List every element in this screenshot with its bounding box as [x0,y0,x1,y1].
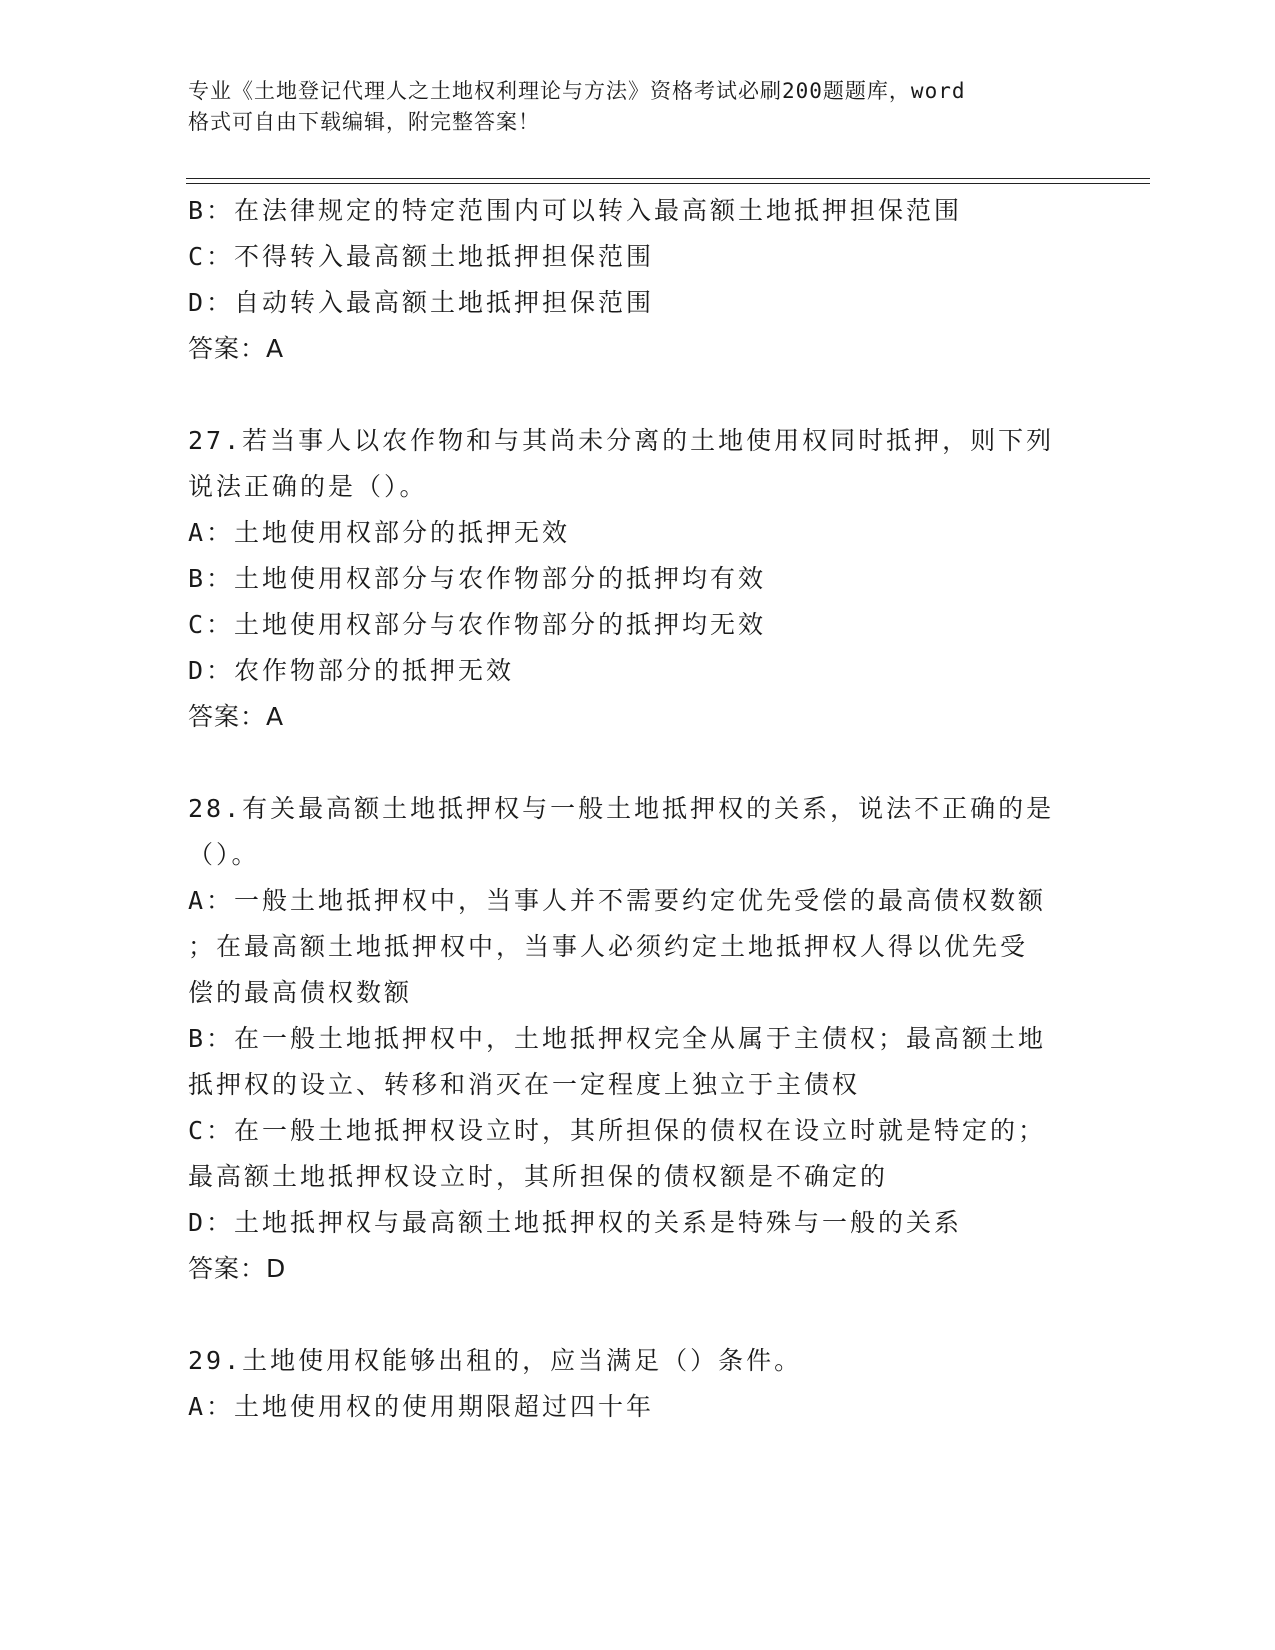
question-text-line: 29.土地使用权能够出租的，应当满足（）条件。 [188,1346,803,1375]
option-b-line-2: 抵押权的设立、转移和消灭在一定程度上独立于主债权 [188,1070,861,1099]
answer-line: 答案：A [188,334,285,363]
option-b-line-1: B：在一般土地抵押权中，土地抵押权完全从属于主债权；最高额土地 [188,1024,1047,1053]
question-29 [188,1338,1088,1430]
spacer [188,372,1088,418]
option-d: D：自动转入最高额土地抵押担保范围 [188,288,655,317]
option-c-line-2: 最高额土地抵押权设立时，其所担保的债权额是不确定的 [188,1162,889,1191]
option-b: B：土地使用权部分与农作物部分的抵押均有效 [188,564,767,593]
header-divider-top [186,178,1150,179]
spacer [188,740,1088,786]
option-a-line-3: 偿的最高债权数额 [188,978,413,1007]
continued-question [188,188,1088,372]
question-text-line: （）。 [188,840,260,869]
document-header [188,76,1068,138]
option-b: B：在法律规定的特定范围内可以转入最高额土地抵押担保范围 [188,196,963,225]
header-line-2: 格式可自由下载编辑，附完整答案！ [188,110,540,134]
option-c-line-1: C：在一般土地抵押权设立时，其所担保的债权在设立时就是特定的； [188,1116,1047,1145]
option-a: A：土地使用权部分的抵押无效 [188,518,571,547]
header-line-1: 专业《土地登记代理人之土地权利理论与方法》资格考试必刷200题题库，word [188,79,966,103]
question-27 [188,418,1088,740]
option-c: C：土地使用权部分与农作物部分的抵押均无效 [188,610,767,639]
option-d: D：土地抵押权与最高额土地抵押权的关系是特殊与一般的关系 [188,1208,963,1237]
spacer [188,1292,1088,1338]
question-text-line: 27.若当事人以农作物和与其尚未分离的土地使用权同时抵押，则下列 [188,426,1055,455]
option-a-line-2: ；在最高额土地抵押权中，当事人必须约定土地抵押权人得以优先受 [188,932,1029,961]
question-28 [188,786,1088,1292]
option-c: C：不得转入最高额土地抵押担保范围 [188,242,655,271]
question-text-line: 28.有关最高额土地抵押权与一般土地抵押权的关系，说法不正确的是 [188,794,1055,823]
answer-line: 答案：A [188,702,285,731]
option-a: A：土地使用权的使用期限超过四十年 [188,1392,655,1421]
question-text-line: 说法正确的是（）。 [188,472,428,501]
answer-line: 答案：D [188,1254,287,1283]
option-d: D：农作物部分的抵押无效 [188,656,515,685]
document-body [188,188,1088,1430]
option-a-line-1: A：一般土地抵押权中，当事人并不需要约定优先受偿的最高债权数额 [188,886,1047,915]
header-divider-bottom [186,183,1150,184]
